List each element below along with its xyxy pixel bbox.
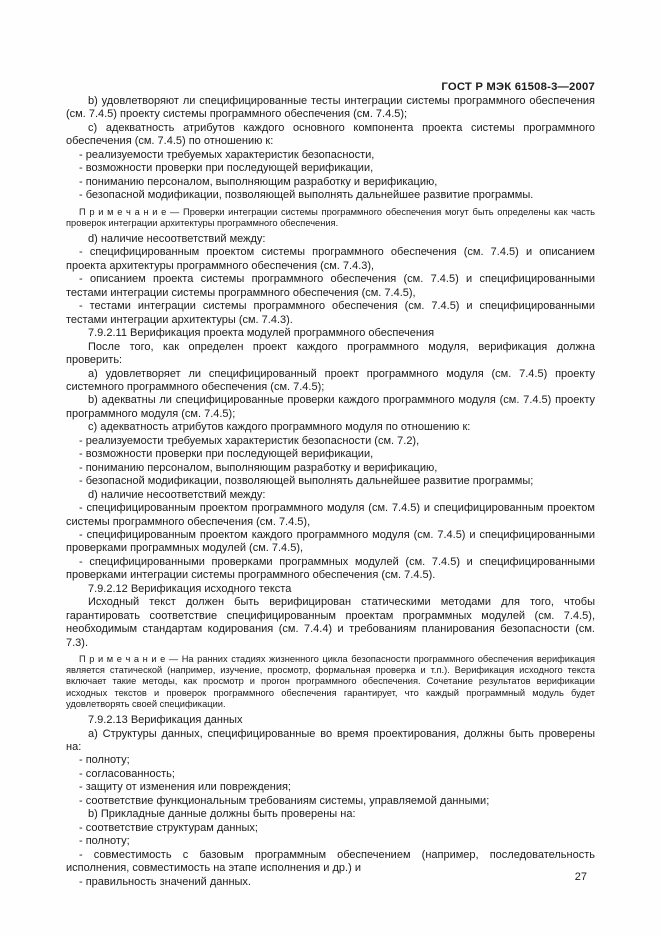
list-item: - правильность значений данных. [79, 875, 251, 888]
list-item: - специфицированными проверками программных модулей (см. 7.4.5) и специфицированными проверками интеграции системы программного обеспечения (см. 7.4.5). [66, 555, 595, 582]
paragraph: d) наличие несоответствий между: [88, 233, 266, 246]
paragraph: b) удовлетворяют ли специфицированные тесты интеграции системы программного обеспечения (см. 7.4.5) проекту системы программного обеспечения (см. 7.4.5); [66, 95, 595, 121]
list-item: - пониманию персоналом, выполняющим разработку и верификацию, [79, 175, 438, 188]
list-item: - соответствие функциональным требованиям системы, управляемой данными; [79, 794, 490, 807]
paragraph: c) адекватность атрибутов каждого основного компонента проекта системы программного обеспечения (см. 7.4.5) по отношению к: [66, 121, 595, 148]
document-body [66, 95, 595, 889]
paragraph: b) Прикладные данные должны быть проверены на: [88, 808, 356, 821]
section-heading: 7.9.2.13 Верификация данных [88, 714, 243, 727]
list-item: - совместимость с базовым программным обеспечением (например, последовательность исполнения, совместимость на этапе исполнения и др.) и [66, 848, 595, 875]
list-item: - безопасной модификации, позволяющей выполнять дальнейшее развитие программы. [79, 189, 534, 202]
list-item: - полноту; [79, 835, 130, 848]
list-item: - соответствие структурам данных; [79, 821, 258, 834]
list-item: - полноту; [79, 754, 130, 767]
note: П р и м е ч а н и е — Проверки интеграции системы программного обеспечения могут быть определены как часть проверок интеграции архитектуры программного обеспечения. [66, 206, 595, 228]
list-item: - безопасной модификации, позволяющей выполнять дальнейшее развитие программы; [79, 475, 534, 488]
list-item: - специфицированным проектом системы программного обеспечения (см. 7.4.5) и описанием проекта архитектуры программного обеспечения (см. 7.4.3), [66, 246, 595, 272]
section-heading: 7.9.2.12 Верификация исходного текста [88, 582, 292, 595]
list-item: - возможности проверки при последующей верификации, [79, 162, 374, 175]
list-item: - описанием проекта системы программного обеспечения (см. 7.4.5) и специфицированными тестами интеграции системы программного обеспечения (см. 7.4.5), [66, 273, 595, 299]
list-item: - реализуемости требуемых характеристик безопасности, [79, 148, 375, 161]
section-heading: 7.9.2.11 Верификация проекта модулей программного обеспечения [88, 327, 435, 340]
paragraph: c) адекватность атрибутов каждого программного модуля по отношению к: [88, 421, 471, 434]
list-item: - пониманию персоналом, выполняющим разработку и верификацию, [79, 461, 438, 474]
paragraph: b) адекватны ли специфицированные проверки каждого программного модуля (см. 7.4.5) проекту программного модуля (см. 7.4.5); [66, 394, 595, 420]
document-header: ГОСТ Р МЭК 61508-3—2007 [441, 81, 595, 93]
list-item: - реализуемости требуемых характеристик безопасности (см. 7.2), [79, 434, 420, 447]
list-item: - защиту от изменения или повреждения; [79, 781, 291, 794]
paragraph: Исходный текст должен быть верифицирован статическими методами для того, чтобы гарантировать соответствие специфицированным проектам программных модулей (см. 7.4.5), необходимым стандартам кодирования (см. 7.4.4) и требованиям планирования безопасности (см. 7.3). [66, 596, 595, 649]
paragraph: После того, как определен проект каждого программного модуля, верификация должна проверить: [66, 340, 595, 367]
list-item: - специфицированным проектом программного модуля (см. 7.4.5) и специфицированным проектом системы программного обеспечения (см. 7.4.5), [66, 502, 595, 528]
list-item: - тестами интеграции системы программного обеспечения (см. 7.4.5) и специфицированными тестами интеграции архитектуры (см. 7.4.3). [66, 300, 595, 326]
paragraph: d) наличие несоответствий между: [88, 488, 266, 501]
paragraph: а) удовлетворяет ли специфицированный проект программного модуля (см. 7.4.5) проекту системного программного обеспечения (см. 7.4.5); [66, 367, 595, 394]
list-item: - специфицированным проектом каждого программного модуля (см. 7.4.5) и специфицированными проверками программных модулей (см. 7.4.5), [66, 529, 595, 555]
note: П р и м е ч а н и е — На ранних стадиях жизненного цикла безопасности программного обеспечения верификация является статической (например, изучение, просмотр, формальная проверка и т.п.). Верификация исходного текста включает такие методы, как просмотр и прогон программного обеспечения. Сочетание результатов верификации исходных текстов и проверок программного обеспечения гарантирует, что каждый программный модуль будет удовлетворять своей спецификации. [66, 654, 595, 709]
page-number: 27 [574, 871, 587, 883]
paragraph: а) Структуры данных, специфицированные во время проектирования, должны быть проверены на: [66, 727, 595, 753]
list-item: - возможности проверки при последующей верификации, [79, 448, 374, 461]
list-item: - согласованность; [79, 767, 175, 780]
